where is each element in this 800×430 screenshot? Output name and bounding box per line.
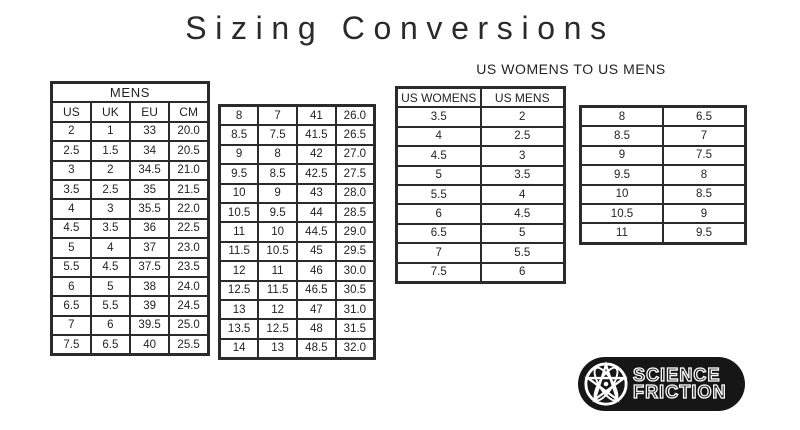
- column-header: US MENS: [481, 88, 565, 108]
- table-cell: 20.5: [169, 141, 208, 160]
- table-cell: 3: [481, 146, 565, 165]
- table-cell: 8.5: [581, 126, 664, 145]
- table-row: [52, 199, 209, 218]
- table-cell: 20.0: [169, 122, 208, 141]
- table-row: [581, 204, 746, 223]
- table-cell: 10: [258, 222, 297, 241]
- table-cell: 5.5: [91, 296, 130, 315]
- table-cell: 4: [91, 238, 130, 257]
- table-cell: 10: [220, 184, 259, 203]
- table-cell: 48: [297, 319, 336, 338]
- table-cell: 29.5: [336, 242, 375, 261]
- table-cell: 42: [297, 145, 336, 164]
- table-cell: 4: [52, 199, 91, 218]
- table-cell: 25.0: [169, 316, 208, 335]
- logo-text: [633, 364, 727, 402]
- page-title: Sizing Conversions: [185, 10, 615, 46]
- table-cell: 44.5: [297, 222, 336, 241]
- table-cell: 23.0: [169, 238, 208, 257]
- table-cell: 9: [581, 146, 664, 165]
- table-cell: 26.5: [336, 125, 375, 144]
- table-cell: 2.5: [52, 141, 91, 160]
- table-cell: 39.5: [130, 316, 169, 335]
- table-header-row: [397, 88, 565, 108]
- table-cell: 46.5: [297, 281, 336, 300]
- table-row: [220, 222, 375, 241]
- table-cell: 2.5: [91, 180, 130, 199]
- logo-line-1: SCIENCE: [633, 364, 721, 385]
- table-row: [397, 107, 565, 126]
- table-cell: 44: [297, 203, 336, 222]
- table-row: [220, 242, 375, 261]
- table-cell: 46: [297, 261, 336, 280]
- table-cell: 3.5: [397, 107, 481, 126]
- table-row: [581, 223, 746, 243]
- table-cell: 22.5: [169, 219, 208, 238]
- table-cell: 4: [397, 127, 481, 146]
- table-cell: 6.5: [52, 296, 91, 315]
- table-cell: 10.5: [258, 242, 297, 261]
- table-row: [52, 316, 209, 335]
- table-cell: 2: [481, 107, 565, 126]
- mens-size-table-continued: [218, 104, 376, 360]
- table-cell: 6.5: [397, 224, 481, 243]
- table-cell: 12: [258, 300, 297, 319]
- table-cell: 9.5: [220, 164, 259, 183]
- table-cell: 45: [297, 242, 336, 261]
- table-cell: 5.5: [397, 185, 481, 204]
- table-cell: 5.5: [481, 243, 565, 262]
- table-row: [52, 141, 209, 160]
- table-cell: 3: [91, 199, 130, 218]
- table-cell: 8: [258, 145, 297, 164]
- table-cell: 11: [581, 223, 664, 243]
- table-cell: 2: [52, 122, 91, 141]
- table-row: [52, 277, 209, 296]
- table-cell: 6.5: [663, 107, 746, 127]
- table-cell: 12.5: [258, 319, 297, 338]
- table-cell: 11: [258, 261, 297, 280]
- table-cell: 30.5: [336, 281, 375, 300]
- table-cell: 33: [130, 122, 169, 141]
- table-cell: 40: [130, 335, 169, 355]
- table-cell: 28.5: [336, 203, 375, 222]
- table-cell: 12: [220, 261, 259, 280]
- table-cell: 30.0: [336, 261, 375, 280]
- table-cell: 10: [581, 185, 664, 204]
- table-row: [52, 238, 209, 257]
- table-cell: 27.0: [336, 145, 375, 164]
- womens-to-mens-table: [395, 86, 566, 284]
- table-cell: 3: [52, 161, 91, 180]
- table-cell: 38: [130, 277, 169, 296]
- table-title: MENS: [52, 83, 209, 103]
- table-cell: 6.5: [91, 335, 130, 355]
- table-cell: 3.5: [481, 166, 565, 185]
- table-cell: 37: [130, 238, 169, 257]
- table-row: [581, 146, 746, 165]
- table-cell: 4.5: [91, 258, 130, 277]
- table-cell: 27.5: [336, 164, 375, 183]
- table-cell: 28.0: [336, 184, 375, 203]
- table-row: [581, 185, 746, 204]
- table-cell: 8.5: [258, 164, 297, 183]
- column-header: CM: [169, 102, 208, 121]
- table-row: [52, 219, 209, 238]
- table-row: [52, 258, 209, 277]
- table-cell: 25.5: [169, 335, 208, 355]
- table-cell: 29.0: [336, 222, 375, 241]
- table-cell: 7: [52, 316, 91, 335]
- table-cell: 7.5: [52, 335, 91, 355]
- table-cell: 21.5: [169, 180, 208, 199]
- table-row: [397, 127, 565, 146]
- womens-to-mens-label: US WOMENS TO US MENS: [476, 61, 666, 77]
- table-cell: 2: [91, 161, 130, 180]
- table-cell: 8.5: [220, 125, 259, 144]
- table-cell: 1.5: [91, 141, 130, 160]
- table-cell: 31.0: [336, 300, 375, 319]
- table-cell: 3.5: [52, 180, 91, 199]
- table-row: [581, 126, 746, 145]
- table-cell: 7.5: [663, 146, 746, 165]
- table-cell: 23.5: [169, 258, 208, 277]
- table-cell: 4.5: [52, 219, 91, 238]
- column-header: US WOMENS: [397, 88, 481, 108]
- table-row: [52, 122, 209, 141]
- table-cell: 32.0: [336, 339, 375, 359]
- table-cell: 5: [397, 166, 481, 185]
- table-row: [220, 203, 375, 222]
- table-cell: 7: [397, 243, 481, 262]
- table-cell: 9.5: [581, 165, 664, 184]
- table-cell: 4: [481, 185, 565, 204]
- table-cell: 7: [258, 106, 297, 126]
- table-cell: 26.0: [336, 106, 375, 126]
- womens-to-mens-table-continued: [579, 105, 747, 245]
- table-row: [220, 145, 375, 164]
- table-cell: 5: [91, 277, 130, 296]
- table-cell: 21.0: [169, 161, 208, 180]
- table-cell: 6: [52, 277, 91, 296]
- column-header: US: [52, 102, 91, 121]
- table-cell: 24.0: [169, 277, 208, 296]
- table-cell: 9: [220, 145, 259, 164]
- table-cell: 34: [130, 141, 169, 160]
- table-cell: 22.0: [169, 199, 208, 218]
- table-cell: 41.5: [297, 125, 336, 144]
- table-cell: 31.5: [336, 319, 375, 338]
- table-cell: 37.5: [130, 258, 169, 277]
- table-cell: 41: [297, 106, 336, 126]
- table-cell: 24.5: [169, 296, 208, 315]
- table-cell: 8: [581, 107, 664, 127]
- table-row: [220, 339, 375, 359]
- table-cell: 9.5: [258, 203, 297, 222]
- table-cell: 6: [397, 204, 481, 223]
- table-cell: 47: [297, 300, 336, 319]
- table-cell: 3.5: [91, 219, 130, 238]
- table-cell: 11.5: [258, 281, 297, 300]
- table-cell: 7.5: [258, 125, 297, 144]
- table-row: [220, 281, 375, 300]
- table-cell: 14: [220, 339, 259, 359]
- table-row: [52, 296, 209, 315]
- table-cell: 13: [258, 339, 297, 359]
- table-cell: 34.5: [130, 161, 169, 180]
- table-cell: 48.5: [297, 339, 336, 359]
- table-cell: 7: [663, 126, 746, 145]
- table-cell: 7.5: [397, 263, 481, 283]
- table-row: [220, 261, 375, 280]
- table-cell: 12.5: [220, 281, 259, 300]
- table-cell: 2.5: [481, 127, 565, 146]
- logo-line-2: FRICTION: [633, 382, 727, 402]
- table-row: [581, 107, 746, 127]
- table-cell: 13: [220, 300, 259, 319]
- table-row: [397, 166, 565, 185]
- table-row: [220, 300, 375, 319]
- column-header: EU: [130, 102, 169, 121]
- table-row: [52, 180, 209, 199]
- table-row: [581, 165, 746, 184]
- table-cell: 1: [91, 122, 130, 141]
- table-cell: 13.5: [220, 319, 259, 338]
- table-cell: 11: [220, 222, 259, 241]
- table-cell: 6: [91, 316, 130, 335]
- table-cell: 10.5: [220, 203, 259, 222]
- atom-icon: [583, 361, 629, 407]
- table-cell: 5.5: [52, 258, 91, 277]
- table-row: [220, 319, 375, 338]
- table-cell: 9: [258, 184, 297, 203]
- table-cell: 9: [663, 204, 746, 223]
- table-cell: 36: [130, 219, 169, 238]
- table-cell: 5: [52, 238, 91, 257]
- table-row: [220, 125, 375, 144]
- table-cell: 8.5: [663, 185, 746, 204]
- table-cell: 39: [130, 296, 169, 315]
- table-cell: 4.5: [397, 146, 481, 165]
- table-row: [220, 164, 375, 183]
- table-row: [52, 335, 209, 355]
- table-cell: 11.5: [220, 242, 259, 261]
- table-cell: 35: [130, 180, 169, 199]
- table-row: [397, 146, 565, 165]
- table-cell: 42.5: [297, 164, 336, 183]
- table-header-row: [52, 102, 209, 121]
- table-cell: 4.5: [481, 204, 565, 223]
- table-cell: 43: [297, 184, 336, 203]
- table-row: [397, 263, 565, 283]
- table-cell: 35.5: [130, 199, 169, 218]
- table-row: [397, 204, 565, 223]
- table-cell: 5: [481, 224, 565, 243]
- table-row: [220, 106, 375, 126]
- column-header: UK: [91, 102, 130, 121]
- table-cell: 8: [220, 106, 259, 126]
- science-friction-logo: [578, 357, 745, 411]
- table-cell: 9.5: [663, 223, 746, 243]
- table-row: [52, 161, 209, 180]
- table-row: [397, 185, 565, 204]
- table-row: [397, 224, 565, 243]
- table-cell: 6: [481, 263, 565, 283]
- table-cell: 10.5: [581, 204, 664, 223]
- mens-size-table: [50, 81, 210, 356]
- table-row: [220, 184, 375, 203]
- table-row: [397, 243, 565, 262]
- table-cell: 8: [663, 165, 746, 184]
